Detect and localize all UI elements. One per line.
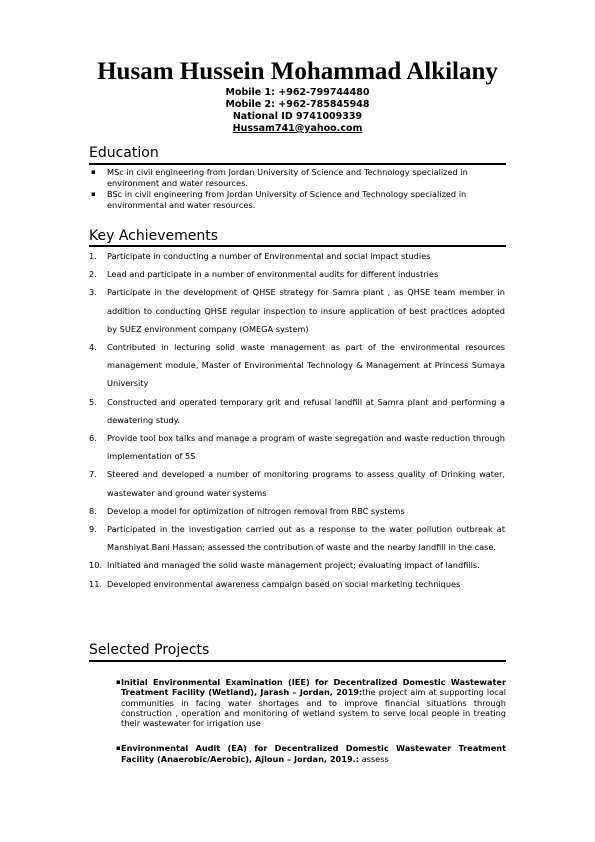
achievement-text: Lead and participate in a number of environmental audits for different industries (107, 269, 439, 280)
achievement-item (89, 556, 505, 574)
achievement-item (89, 393, 505, 429)
achievement-text: Contributed in lecturing solid waste management as part of the environmental resources management module, Master of Environmental Technology & Management at Princess Sumaya University (107, 342, 505, 389)
education-list (89, 167, 499, 211)
achievement-item (89, 520, 505, 556)
mobile-1: Mobile 1: +962-799744480 (225, 87, 370, 98)
achievements-list (89, 247, 505, 593)
education-item-text: BSc in civil engineering from Jordan University of Science and Technology specialized in environmental and water resources. (107, 189, 467, 210)
achievement-text: Initiated and managed the solid waste management project; evaluating impact of landfills. (107, 560, 480, 571)
achievement-number: 2. (89, 269, 97, 280)
achievement-item (89, 429, 505, 465)
achievement-number: 9. (89, 524, 97, 535)
project-title: Environmental Audit (EA) for Decentralized Domestic Wastewater Treatment Facility (Anaerobic/Aerobic), Ajloun – Jordan, 2019.: (121, 743, 506, 764)
achievement-text: Provide tool box talks and manage a program of waste segregation and waste reduction through implementation of 5S (107, 433, 505, 462)
achievement-text: Participate in the development of QHSE strategy for Samra plant , as QHSE team member in addition to conducting QHSE regular inspection to insure application of best practices adopted by SUEZ environment company (OMEGA system) (107, 287, 505, 334)
achievement-text: Participated in the investigation carried out as a response to the water pollution outbreak at Manshiyat Bani Hassan; assessed the contribution of waste and the nearby landfill in the case. (107, 524, 505, 553)
email-link[interactable]: Hussam741@yahoo.com (232, 123, 363, 134)
education-item (89, 189, 499, 210)
project-item (116, 677, 506, 728)
bullet-icon: ▪ (91, 190, 96, 198)
projects-heading: Selected Projects (89, 642, 210, 658)
achievement-number: 7. (89, 469, 97, 480)
achievement-item (89, 283, 505, 338)
education-item-text: MSc in civil engineering from Jordan University of Science and Technology specialized in environment and water resources. (107, 167, 468, 188)
achievement-number: 4. (89, 342, 97, 353)
project-description: assess (359, 753, 389, 764)
national-id: National ID 9741009339 (232, 111, 363, 122)
bullet-icon: ▪ (91, 168, 96, 176)
achievement-text: Steered and developed a number of monitoring programs to assess quality of Drinking water, wastewater and ground water systems (107, 469, 505, 498)
achievement-item (89, 338, 505, 393)
candidate-name: Husam Hussein Mohammad Alkilany (97, 58, 498, 85)
project-description: the project aim at supporting local communities in facing water shortages and to improve financial situations through construction , operation and monitoring of wetland system to serve local people in treating their wastewater for irrigation use (121, 687, 506, 729)
achievement-number: 1. (89, 251, 97, 261)
achievements-heading: Key Achievements (89, 228, 219, 244)
achievement-item (89, 247, 505, 265)
bullet-icon: ▪ (116, 744, 121, 753)
achievement-text: Participate in conducting a number of Environmental and social impact studies (107, 251, 431, 261)
achievement-text: Develop a model for optimization of nitrogen removal from RBC systems (107, 505, 405, 516)
achievement-item (89, 575, 505, 593)
education-heading: Education (89, 145, 159, 161)
achievement-number: 5. (89, 396, 97, 407)
achievement-item (89, 502, 505, 520)
achievement-item (89, 265, 505, 283)
achievement-text: Constructed and operated temporary grit and refusal landfill at Samra plant and performing a dewatering study. (107, 396, 505, 425)
project-title: Initial Environmental Examination (IEE) for Decentralized Domestic Wastewater Treatment Facility (Wetland), Jarash – Jordan, 2019: (121, 677, 506, 698)
projects-divider (89, 660, 506, 662)
bullet-icon: ▪ (116, 678, 121, 686)
achievement-number: 8. (89, 505, 97, 516)
projects-list (116, 677, 506, 779)
project-item (116, 743, 506, 764)
achievement-item (89, 465, 505, 501)
achievement-number: 3. (89, 287, 97, 298)
achievement-number: 11. (89, 578, 103, 589)
achievement-text: Developed environmental awareness campaign based on social marketing techniques (107, 578, 461, 589)
achievement-number: 10. (89, 560, 103, 571)
education-item (89, 167, 499, 188)
achievement-number: 6. (89, 433, 97, 444)
mobile-2: Mobile 2: +962-785845948 (225, 99, 370, 110)
education-divider (89, 163, 506, 165)
